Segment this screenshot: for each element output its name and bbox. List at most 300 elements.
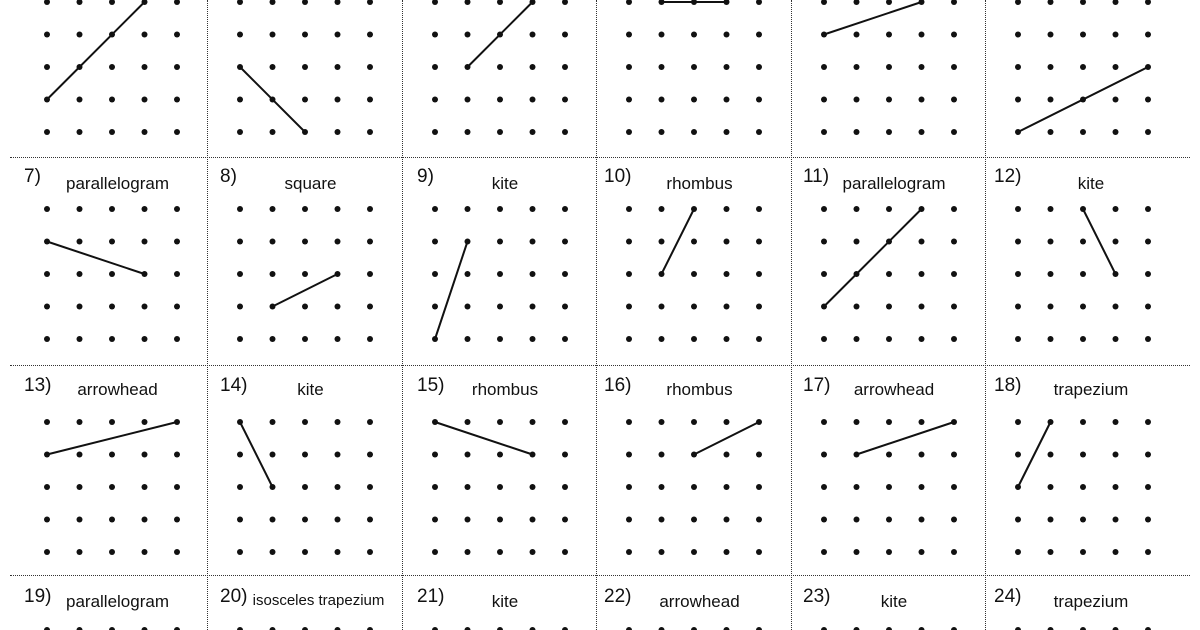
grid-dot xyxy=(659,271,665,277)
grid-dot xyxy=(142,304,148,310)
grid-dot xyxy=(432,336,438,342)
grid-dot xyxy=(854,239,860,245)
grid-dot xyxy=(756,0,762,5)
grid-dot xyxy=(530,271,536,277)
shape-label: kite xyxy=(491,174,519,193)
grid-dot xyxy=(335,0,341,5)
grid-dot xyxy=(237,271,243,277)
column-divider xyxy=(596,0,597,630)
grid-dot xyxy=(724,0,730,5)
grid-dot xyxy=(1048,206,1054,212)
grid-dot xyxy=(691,419,697,425)
grid-dot xyxy=(270,64,276,70)
grid-dot xyxy=(1048,304,1054,310)
grid-dot xyxy=(1015,549,1021,555)
given-side-segment xyxy=(47,2,145,100)
grid-dot xyxy=(44,452,50,458)
grid-dot xyxy=(951,129,957,135)
grid-dot xyxy=(951,336,957,342)
grid-dot xyxy=(919,271,925,277)
grid-dot xyxy=(237,549,243,555)
grid-dot xyxy=(1145,0,1151,5)
grid-dot xyxy=(562,32,568,38)
grid-dot xyxy=(724,336,730,342)
grid-dot xyxy=(821,129,827,135)
problem-number: 16) xyxy=(604,375,632,396)
grid-dot xyxy=(142,129,148,135)
grid-dot xyxy=(951,239,957,245)
grid-dot xyxy=(1113,336,1119,342)
grid-dot xyxy=(142,0,148,5)
grid-dot xyxy=(432,549,438,555)
grid-dot xyxy=(1145,206,1151,212)
grid-dot xyxy=(886,484,892,490)
grid-dot xyxy=(530,97,536,103)
grid-dot xyxy=(562,304,568,310)
grid-dot xyxy=(465,549,471,555)
grid-dot xyxy=(724,271,730,277)
grid-dot xyxy=(886,549,892,555)
grid-dot xyxy=(465,0,471,5)
grid-dot xyxy=(919,549,925,555)
grid-dot xyxy=(1080,97,1086,103)
grid-dot xyxy=(44,0,50,5)
grid-dot xyxy=(562,0,568,5)
grid-dot xyxy=(1048,549,1054,555)
grid-dot xyxy=(530,129,536,135)
row-divider xyxy=(10,157,1190,158)
grid-dot xyxy=(432,484,438,490)
grid-dot xyxy=(854,484,860,490)
grid-dot xyxy=(77,336,83,342)
grid-dot xyxy=(270,0,276,5)
grid-dot xyxy=(367,484,373,490)
grid-dot xyxy=(465,517,471,523)
grid-dot xyxy=(465,419,471,425)
shape-label: rhombus xyxy=(471,380,539,399)
grid-dot xyxy=(77,271,83,277)
grid-dot xyxy=(44,304,50,310)
grid-dot xyxy=(1145,452,1151,458)
grid-dot xyxy=(497,32,503,38)
grid-dot xyxy=(44,549,50,555)
grid-dot xyxy=(1113,452,1119,458)
shape-label: square xyxy=(284,174,337,193)
grid-dot xyxy=(142,206,148,212)
grid-dot xyxy=(270,304,276,310)
grid-dot xyxy=(886,0,892,5)
grid-dot xyxy=(497,0,503,5)
grid-dot xyxy=(1113,0,1119,5)
grid-dot xyxy=(951,32,957,38)
grid-dot xyxy=(174,419,180,425)
grid-dot xyxy=(335,419,341,425)
given-side-segment xyxy=(662,209,695,274)
grid-dot xyxy=(1048,484,1054,490)
grid-dot xyxy=(626,206,632,212)
grid-dot xyxy=(562,206,568,212)
grid-dot xyxy=(109,419,115,425)
grid-dot xyxy=(335,336,341,342)
grid-dot xyxy=(626,129,632,135)
grid-dot xyxy=(77,517,83,523)
grid-dot xyxy=(886,517,892,523)
grid-dot xyxy=(1080,517,1086,523)
grid-dot xyxy=(691,97,697,103)
grid-dot xyxy=(367,336,373,342)
given-side-segment xyxy=(857,422,955,455)
shape-label: parallelogram xyxy=(66,592,169,611)
grid-dot xyxy=(77,239,83,245)
problem-number: 15) xyxy=(417,375,445,396)
grid-dot xyxy=(77,0,83,5)
grid-dot xyxy=(659,517,665,523)
grid-dot xyxy=(821,239,827,245)
grid-dot xyxy=(1080,484,1086,490)
grid-dot xyxy=(756,517,762,523)
grid-dot xyxy=(335,64,341,70)
grid-dot xyxy=(724,32,730,38)
grid-dot xyxy=(1015,419,1021,425)
grid-dot xyxy=(691,304,697,310)
grid-dot xyxy=(367,549,373,555)
grid-dot xyxy=(1080,64,1086,70)
grid-dot xyxy=(109,129,115,135)
grid-dot xyxy=(626,32,632,38)
grid-dot xyxy=(626,271,632,277)
grid-dot xyxy=(562,517,568,523)
grid-dot xyxy=(270,271,276,277)
grid-dot xyxy=(465,206,471,212)
grid-dot xyxy=(1113,549,1119,555)
grid-dot xyxy=(626,336,632,342)
grid-dot xyxy=(854,32,860,38)
given-side-segment xyxy=(47,242,145,275)
grid-dot xyxy=(270,97,276,103)
grid-dot xyxy=(659,452,665,458)
grid-dot xyxy=(465,336,471,342)
grid-dot xyxy=(237,419,243,425)
grid-dot xyxy=(367,419,373,425)
grid-dot xyxy=(77,419,83,425)
grid-dot xyxy=(691,484,697,490)
grid-dot xyxy=(886,271,892,277)
problem-number: 13) xyxy=(24,375,52,396)
grid-dot xyxy=(854,452,860,458)
grid-dot xyxy=(335,271,341,277)
grid-dot xyxy=(1048,97,1054,103)
grid-dot xyxy=(367,97,373,103)
problem-number: 7) xyxy=(24,166,41,187)
grid-dot xyxy=(659,419,665,425)
grid-dot xyxy=(109,484,115,490)
grid-dot xyxy=(497,129,503,135)
grid-dot xyxy=(1015,452,1021,458)
shape-label: rhombus xyxy=(666,380,733,399)
grid-dot xyxy=(626,419,632,425)
grid-dot xyxy=(335,452,341,458)
grid-dot xyxy=(77,64,83,70)
grid-dot xyxy=(919,452,925,458)
grid-dot xyxy=(302,97,308,103)
grid-dot xyxy=(562,336,568,342)
grid-dot xyxy=(1015,484,1021,490)
problem-number: 19) xyxy=(24,586,52,607)
grid-dot xyxy=(142,32,148,38)
grid-dot xyxy=(562,452,568,458)
grid-dot xyxy=(562,64,568,70)
problem-number: 20) xyxy=(220,586,248,607)
grid-dot xyxy=(756,484,762,490)
given-side-segment xyxy=(273,274,338,307)
grid-dot xyxy=(821,336,827,342)
shape-label: kite xyxy=(1077,174,1105,193)
grid-dot xyxy=(724,206,730,212)
shape-label: trapezium xyxy=(1053,592,1129,611)
grid-dot xyxy=(497,206,503,212)
grid-dot xyxy=(174,484,180,490)
grid-dot xyxy=(821,271,827,277)
grid-dot xyxy=(951,271,957,277)
grid-dot xyxy=(77,549,83,555)
grid-dot xyxy=(1048,517,1054,523)
grid-dot xyxy=(951,452,957,458)
grid-dot xyxy=(109,97,115,103)
grid-dot xyxy=(465,484,471,490)
problem-number: 17) xyxy=(803,375,831,396)
grid-dot xyxy=(302,304,308,310)
grid-dot xyxy=(756,419,762,425)
given-side-segment xyxy=(1018,422,1051,487)
grid-dot xyxy=(724,97,730,103)
grid-dot xyxy=(951,64,957,70)
grid-dot xyxy=(77,206,83,212)
grid-dot xyxy=(497,419,503,425)
grid-dot xyxy=(530,239,536,245)
grid-dot xyxy=(174,239,180,245)
grid-dot xyxy=(1015,271,1021,277)
grid-dot xyxy=(302,271,308,277)
grid-dot xyxy=(919,64,925,70)
grid-dot xyxy=(951,97,957,103)
given-side-segment xyxy=(435,242,468,340)
grid-dot xyxy=(497,64,503,70)
grid-dot xyxy=(174,271,180,277)
grid-dot xyxy=(530,484,536,490)
grid-dot xyxy=(497,549,503,555)
grid-dot xyxy=(530,304,536,310)
grid-dot xyxy=(367,517,373,523)
grid-dot xyxy=(919,304,925,310)
grid-dot xyxy=(302,32,308,38)
grid-dot xyxy=(432,97,438,103)
grid-dot xyxy=(270,32,276,38)
grid-dot xyxy=(367,304,373,310)
grid-dot xyxy=(1113,64,1119,70)
grid-dot xyxy=(724,452,730,458)
grid-dot xyxy=(886,206,892,212)
grid-dot xyxy=(109,239,115,245)
grid-dot xyxy=(142,419,148,425)
grid-dot xyxy=(465,129,471,135)
grid-dot xyxy=(951,0,957,5)
grid-dot xyxy=(1048,239,1054,245)
grid-dot xyxy=(659,64,665,70)
grid-dot xyxy=(367,239,373,245)
grid-dot xyxy=(335,304,341,310)
grid-dot xyxy=(270,517,276,523)
grid-dot xyxy=(821,549,827,555)
grid-dot xyxy=(919,336,925,342)
grid-dot xyxy=(302,336,308,342)
grid-dot xyxy=(530,206,536,212)
grid-dot xyxy=(919,97,925,103)
grid-dot xyxy=(174,304,180,310)
grid-dot xyxy=(919,484,925,490)
grid-dot xyxy=(174,0,180,5)
grid-dot xyxy=(1113,517,1119,523)
grid-dot xyxy=(756,97,762,103)
grid-dot xyxy=(756,239,762,245)
grid-dot xyxy=(142,64,148,70)
grid-dot xyxy=(302,206,308,212)
grid-dot xyxy=(562,239,568,245)
grid-dot xyxy=(1113,97,1119,103)
column-divider xyxy=(207,0,208,630)
grid-dot xyxy=(659,129,665,135)
grid-dot xyxy=(174,517,180,523)
grid-dot xyxy=(44,129,50,135)
grid-dot xyxy=(1048,129,1054,135)
grid-dot xyxy=(886,32,892,38)
grid-dot xyxy=(465,271,471,277)
grid-dot xyxy=(465,304,471,310)
problem-number: 14) xyxy=(220,375,248,396)
grid-dot xyxy=(270,549,276,555)
grid-dot xyxy=(44,484,50,490)
grid-dot xyxy=(691,32,697,38)
grid-dot xyxy=(142,549,148,555)
grid-dot xyxy=(432,206,438,212)
grid-dot xyxy=(109,64,115,70)
grid-dot xyxy=(854,304,860,310)
given-side-segment xyxy=(240,422,273,487)
grid-dot xyxy=(1015,129,1021,135)
grid-dot xyxy=(626,517,632,523)
problem-number: 24) xyxy=(994,586,1022,607)
grid-dot xyxy=(44,336,50,342)
grid-dot xyxy=(367,0,373,5)
problem-number: 9) xyxy=(417,166,434,187)
problem-number: 18) xyxy=(994,375,1022,396)
grid-dot xyxy=(530,517,536,523)
grid-dot xyxy=(854,549,860,555)
row-divider xyxy=(10,575,1190,576)
grid-dot xyxy=(1048,452,1054,458)
grid-dot xyxy=(1080,419,1086,425)
grid-dot xyxy=(854,97,860,103)
problem-number: 23) xyxy=(803,586,831,607)
grid-dot xyxy=(432,129,438,135)
grid-dot xyxy=(886,97,892,103)
grid-dot xyxy=(951,549,957,555)
grid-dot xyxy=(335,32,341,38)
grid-dot xyxy=(1145,97,1151,103)
shape-label: parallelogram xyxy=(842,174,946,193)
grid-dot xyxy=(1145,304,1151,310)
grid-dot xyxy=(302,0,308,5)
problem-number: 8) xyxy=(220,166,237,187)
grid-dot xyxy=(562,97,568,103)
grid-dot xyxy=(302,239,308,245)
grid-dot xyxy=(302,419,308,425)
grid-dot xyxy=(1145,129,1151,135)
problem-number: 11) xyxy=(803,166,830,187)
shape-label: parallelogram xyxy=(66,174,169,193)
problem-number: 22) xyxy=(604,586,632,607)
given-side-segment xyxy=(435,422,533,455)
grid-dot xyxy=(142,271,148,277)
grid-dot xyxy=(724,517,730,523)
shape-label: arrowhead xyxy=(659,592,740,611)
grid-dot xyxy=(530,32,536,38)
grid-dot xyxy=(270,129,276,135)
grid-dot xyxy=(1015,32,1021,38)
grid-dot xyxy=(109,304,115,310)
grid-dot xyxy=(109,271,115,277)
grid-dot xyxy=(270,419,276,425)
grid-dot xyxy=(821,452,827,458)
grid-dot xyxy=(335,239,341,245)
grid-dot xyxy=(1113,239,1119,245)
grid-dot xyxy=(302,549,308,555)
column-divider xyxy=(402,0,403,630)
grid-dot xyxy=(756,452,762,458)
grid-dot xyxy=(432,239,438,245)
grid-dot xyxy=(367,129,373,135)
grid-dot xyxy=(237,452,243,458)
grid-dot xyxy=(1080,549,1086,555)
row-divider xyxy=(10,365,1190,366)
grid-dot xyxy=(465,64,471,70)
grid-dot xyxy=(562,129,568,135)
grid-dot xyxy=(142,452,148,458)
grid-dot xyxy=(367,64,373,70)
grid-dot xyxy=(724,549,730,555)
grid-dot xyxy=(886,129,892,135)
given-side-segment xyxy=(694,422,759,455)
shape-label: arrowhead xyxy=(853,380,935,399)
grid-dot xyxy=(919,0,925,5)
grid-dot xyxy=(335,129,341,135)
grid-dot xyxy=(919,239,925,245)
grid-dot xyxy=(691,206,697,212)
grid-dot xyxy=(659,336,665,342)
grid-dot xyxy=(237,97,243,103)
grid-dot xyxy=(951,419,957,425)
grid-dot xyxy=(1145,549,1151,555)
grid-dot xyxy=(1145,271,1151,277)
shape-label: arrowhead xyxy=(77,380,158,399)
grid-dot xyxy=(335,484,341,490)
given-side-segment xyxy=(824,2,922,35)
grid-dot xyxy=(1080,0,1086,5)
grid-dot xyxy=(497,484,503,490)
grid-dot xyxy=(497,452,503,458)
grid-dot xyxy=(77,452,83,458)
grid-dot xyxy=(1145,419,1151,425)
grid-dot xyxy=(821,517,827,523)
